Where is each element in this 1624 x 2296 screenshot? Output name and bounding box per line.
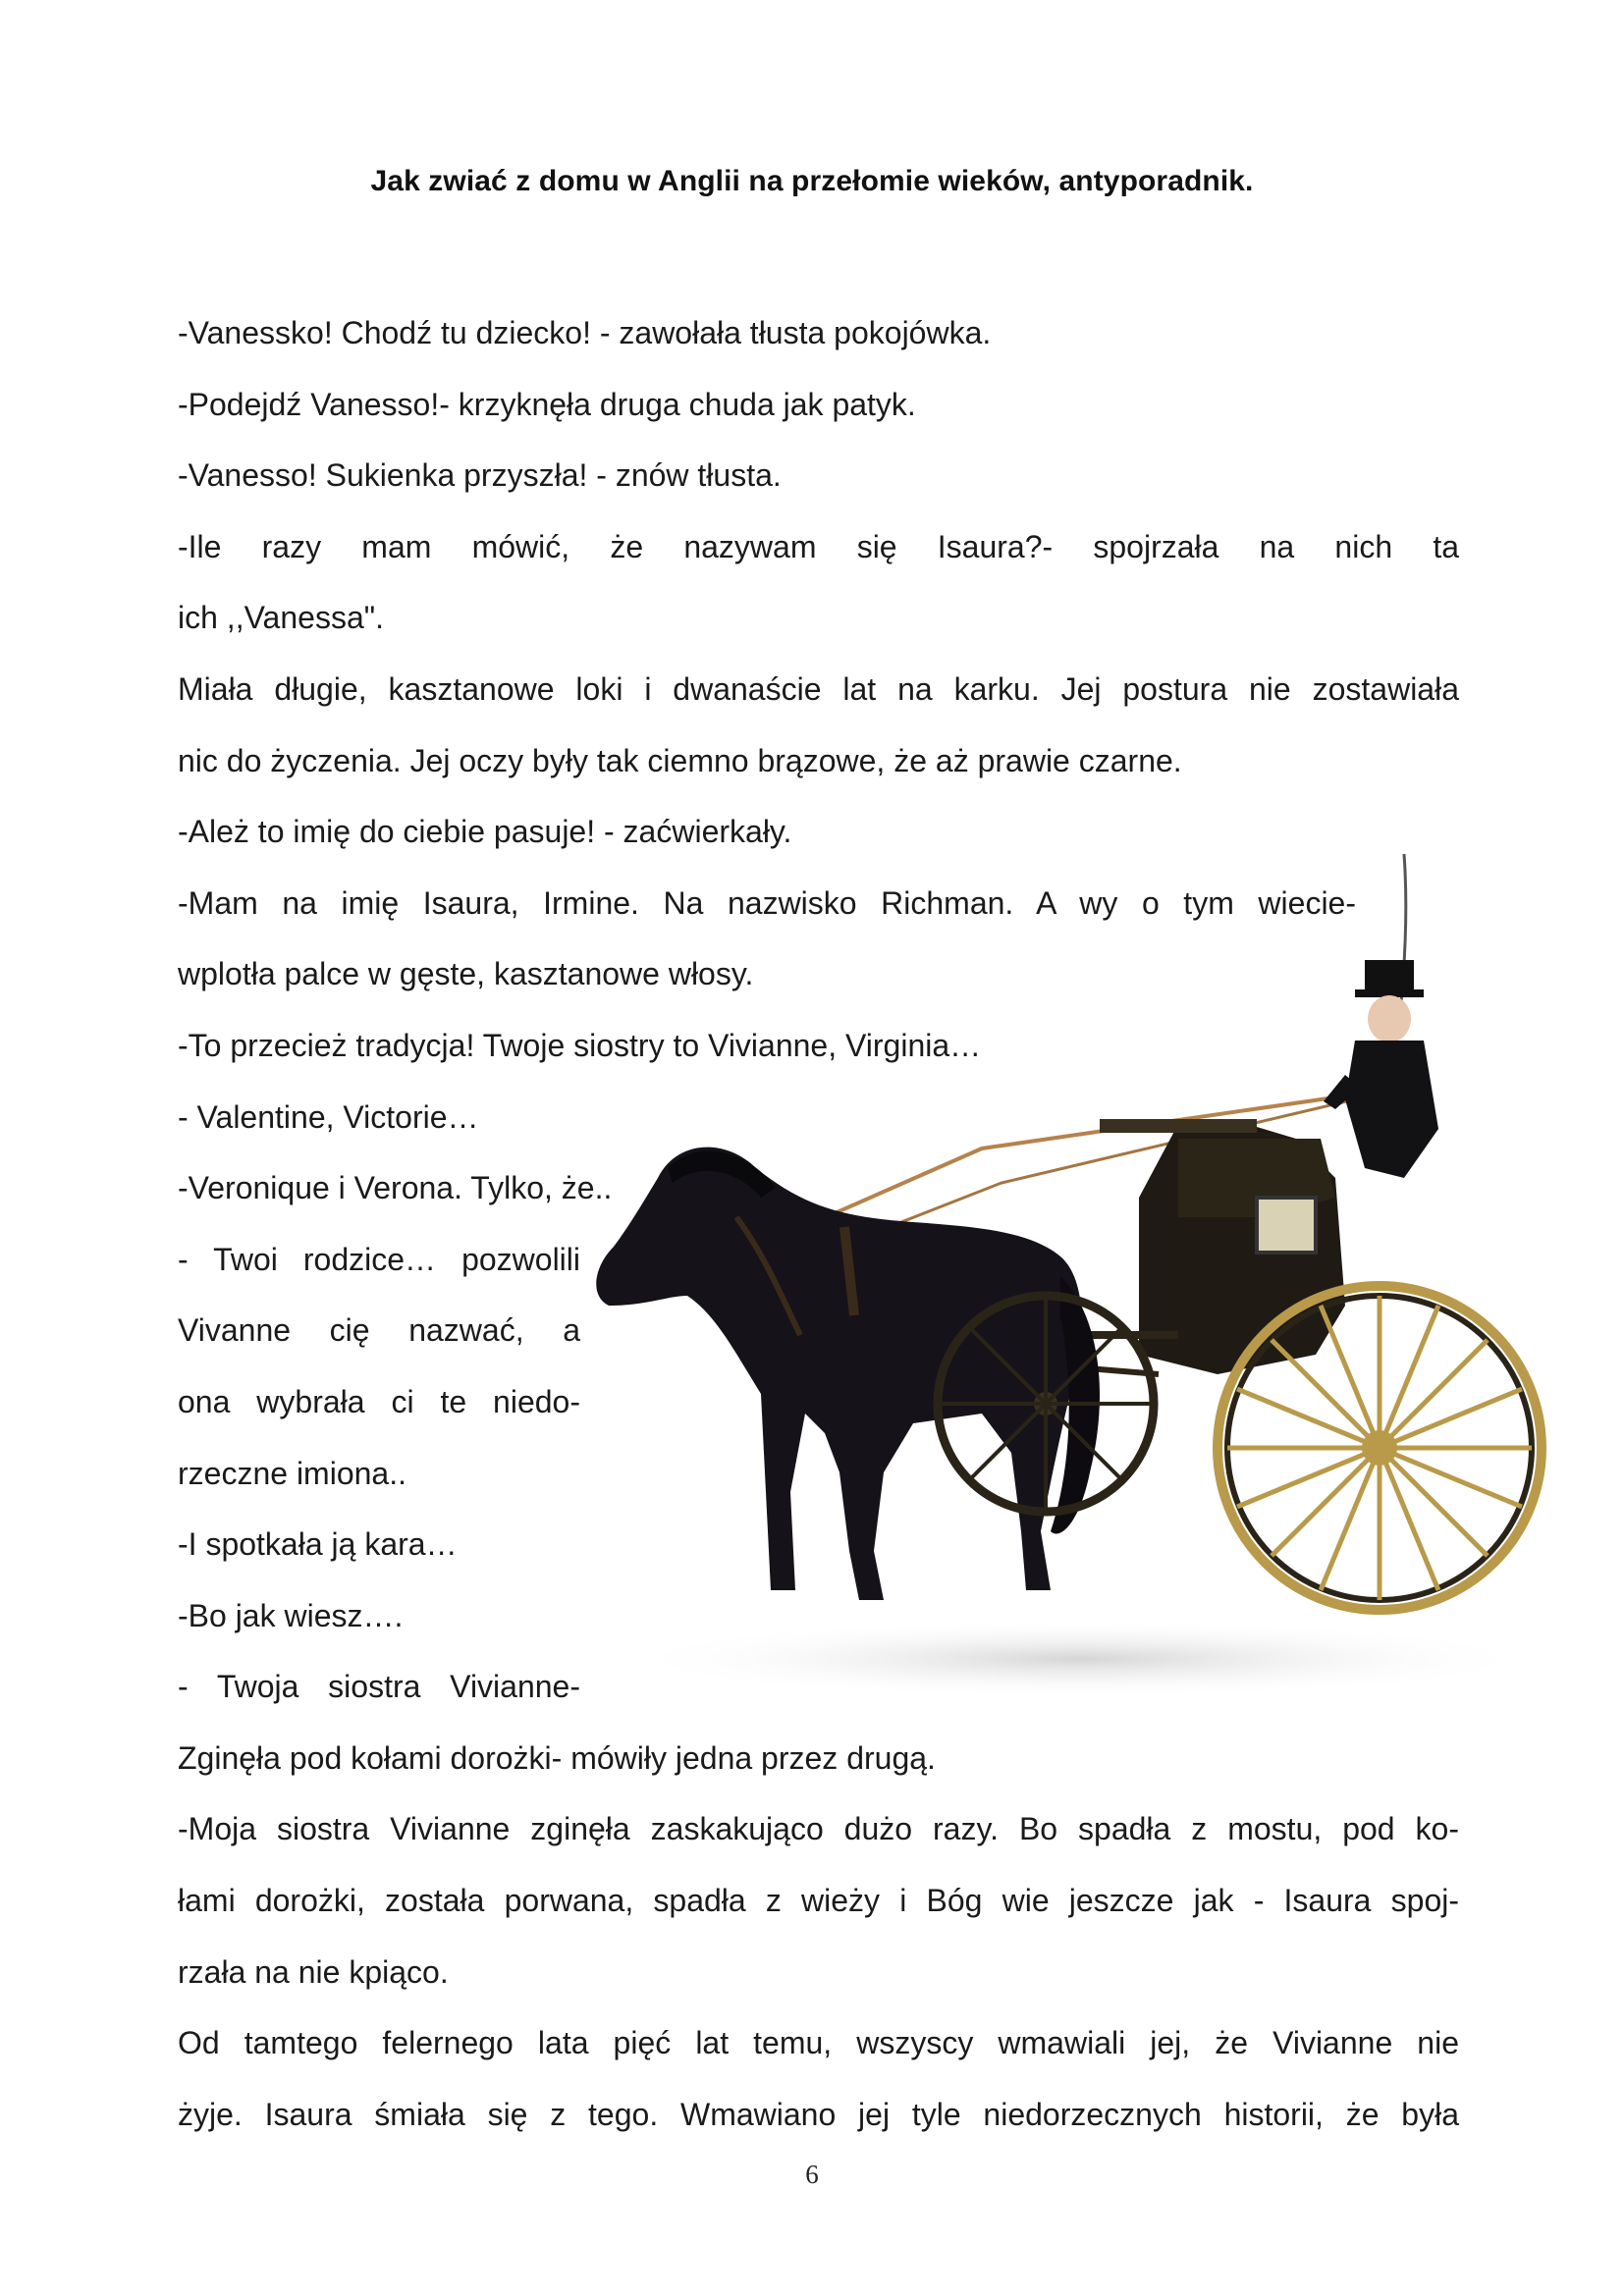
text-line: -Mam na imię Isaura, Irmine. Na nazwisko Richman. A wy o tym wiecie- — [178, 884, 1356, 921]
text-line: rzeczne imiona.. — [178, 1455, 406, 1491]
text-line: -Ile razy mam mówić, że nazywam się Isaura?- spojrzała na nich ta — [178, 528, 1459, 564]
text-line: łami dorożki, została porwana, spadła z wieży i Bóg wie jeszcze jak - Isaura spoj- — [178, 1883, 1459, 1919]
carriage-wheel-front — [938, 1296, 1154, 1512]
text-line: -I spotkała ją kara… — [178, 1526, 458, 1563]
text-line: rzała na nie kpiąco. — [178, 1953, 449, 1990]
text-line: żyje. Isaura śmiała się z tego. Wmawiano jej tyle niedorzecznych historii, że była — [178, 2096, 1459, 2132]
page-number: 6 — [805, 2160, 819, 2189]
text-line: Od tamtego felernego lata pięć lat temu, wszyscy wmawiali jej, że Vivianne nie — [178, 2025, 1459, 2061]
document-title: Jak zwiać z domu w Anglii na przełomie wieków, antyporadnik. — [370, 165, 1254, 197]
text-line: Miała długie, kasztanowe loki i dwanaście lat na karku. Jej postura nie zostawiała — [178, 670, 1459, 707]
text-line: nic do życzenia. Jej oczy były tak ciemno brązowe, że aż prawie czarne. — [178, 742, 1182, 778]
text-line: wplotła palce w gęste, kasztanowe włosy. — [178, 956, 754, 992]
text-line: ona wybrała ci te niedo- — [178, 1383, 580, 1419]
text-line: Zginęła pod kołami dorożki- mówiły jedna przez drugą. — [178, 1739, 936, 1776]
carriage-wheel-rear — [1218, 1286, 1542, 1610]
text-line: -To przecież tradycja! Twoje siostry to Vivianne, Virginia… — [178, 1027, 982, 1063]
text-line: -Podejdź Vanesso!- krzyknęła druga chuda jak patyk. — [178, 386, 916, 422]
text-line: -Vanessko! Chodź tu dziecko! - zawołała tłusta pokojówka. — [178, 315, 992, 350]
text-line: -Moja siostra Vivianne zginęła zaskakująco dużo razy. Bo spadła z mostu, pod ko- — [178, 1811, 1459, 1847]
text-line: Vivanne cię nazwać, a — [178, 1312, 580, 1349]
text-line: -Vanesso! Sukienka przyszła! - znów tłusta. — [178, 457, 782, 494]
horse-drawn-carriage-image — [589, 844, 1600, 1708]
text-line: -Bo jak wiesz…. — [178, 1597, 404, 1633]
text-line: - Twoja siostra Vivianne- — [178, 1669, 580, 1705]
text-line: -Veronique i Verona. Tylko, że.. — [178, 1170, 613, 1206]
text-line: -Ależ to imię do ciebie pasuje! - zaćwierkały. — [178, 814, 792, 850]
text-line: - Twoi rodzice… pozwolili — [178, 1241, 580, 1277]
text-line: ich ,,Vanessa". — [178, 600, 384, 636]
text-line: - Valentine, Victorie… — [178, 1098, 479, 1135]
